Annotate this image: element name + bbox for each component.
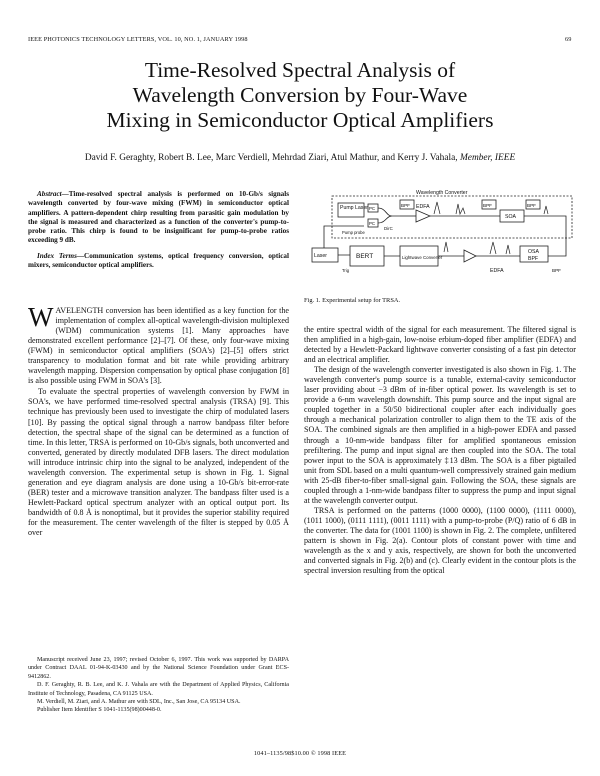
paper-title xyxy=(0,58,600,133)
edfa2-triangle xyxy=(464,250,476,262)
right-column-body xyxy=(304,325,576,576)
bert-label: BERT xyxy=(356,253,374,260)
right-paragraph-3: TRSA is performed on the patterns (1000 0000), (1100 0000), (1111 0000), (1011 1000), (0111 1111), (0011 1111) with a pump-to-probe (P/Q) ratio of 6 dB in the converter. The data for (1001 1100) is shown in Fig. 2. The complete, unfiltered pattern is shown in Fig. 2(a). Contour plots of constant power with time and wavelength as the x and y axis, respectively, are shown for both the unconverted and converted signals in Fig. 2(b) and (c). Clearly evident in the contour plots is the spectral inversion resulting from the optical xyxy=(304,505,576,576)
intro-body xyxy=(28,302,289,538)
laser-label: Laser xyxy=(314,253,327,259)
abstract-text: Time-resolved spectral analysis is performed on 10-Gb/s signals wavelength converted by four-wave mixing (FWM) in semiconductor optical amplifiers. A pattern-dependent chirp resulting from parasitic gain modulation by the signal is measured and characterized as a function of the converter's pump-to-probe ratio. This chirp is found to be insignificant for pump-to-probe ratios exceeding 9 dB. xyxy=(28,190,289,245)
bpf-label: BPF xyxy=(483,203,492,208)
converter-label: Wavelength Converter xyxy=(416,190,468,196)
spectrum-sketch xyxy=(444,242,448,252)
footnote-affiliation-sdl: M. Verdiell, M. Ziari, and A. Mathur are with SDL, Inc., San Jose, CA 95134 USA. xyxy=(37,699,241,706)
title-line: Time-Resolved Spectral Analysis of xyxy=(144,58,456,82)
title-line: Wavelength Conversion by Four-Wave xyxy=(132,83,468,107)
spectrum-sketch xyxy=(456,204,465,214)
page-number: 69 xyxy=(565,36,572,43)
return-fiber xyxy=(438,250,566,256)
spectrum-sketch xyxy=(434,202,440,214)
index-terms-label: Index Terms— xyxy=(37,251,85,260)
pc-label: PC xyxy=(369,206,376,211)
pc-label: PC xyxy=(369,221,376,226)
converter-box xyxy=(332,196,572,238)
authors xyxy=(40,153,560,163)
abstract-label: Abstract— xyxy=(37,190,69,198)
right-paragraph-2: The design of the wavelength converter investigated is also shown in Fig. 1. The wavelength converter's pump source is a tunable, external-cavity semiconductor laser providing about −3 dBm of in-fiber optical power. Its wavelength is set to provide a 6-nm wavelength downshift. This pump source and the input signal are coupled together in a 50/50 bidirectional coupler after each individually goes through a mechanical polarization controller to align them to the TE axis of the SOA. The combined signals are then amplified in a high-power EDFA and passed through a 10-nm-wide bandpass filter for amplified spontaneous emission prefiltering. The pump and input signal are then coupled into the SOA. The total power input to the SOA is approximately ‡13 dBm. The SOA is a fiber pigtailed unit from SDL based on a multi quantum-well compressively strained gain medium with 25-dB fiber-to-fiber small-signal gain. Following the SOA, these signals are coupled through a 1-nm-wide bandpass filter to suppress the pump and input signal at the wavelength converter output. xyxy=(304,365,576,505)
abstract-block xyxy=(28,190,289,276)
osa-bpf-label: BPF xyxy=(528,256,539,262)
spectrum-sketch xyxy=(490,242,496,254)
pump-laser-label: Pump Laser xyxy=(340,205,368,211)
intro-paragraph-2: To evaluate the spectral properties of wavelength conversion by FWM in SOA's, we have performed time-resolved spectral analysis (TRSA) [9]. This technique has previously been used to investigate the chirp of modulated lasers [10]. By passing the optical signal through a narrow bandpass filter before detection, the spectral shape of the signal can be determined as a function of time. In this letter, TRSA is performed on 10-Gb/s signals, both unconverted and converted, generated by directly modulated DFB lasers. The direct modulation will introduce intrinsic chirp into the signal to be analyzed, independent of the wavelength conversion. The experimental setup is shown in Fig. 1. Signal generation and eye diagram analysis are done using a 10-Gb/s bit-error-rate (BER) tester and a microwave transition analyzer. The bandpass filter used is a Hewlett-Packard optical spectrum analyzer with an optical output port. Its bandwidth of 0.8 Å is nonoptimal, but it provides the superior stability required for the measurement. The center wavelength of the filter is stepped by 0.05 Å over xyxy=(28,387,289,538)
journal-header: IEEE PHOTONICS TECHNOLOGY LETTERS, VOL. 10, NO. 1, JANUARY 1998 xyxy=(28,36,248,43)
figure-caption: Fig. 1. Experimental setup for TRSA. xyxy=(304,297,401,304)
fiber-path xyxy=(430,216,566,250)
footnote-publisher-id: Publisher Item Identifier S 1041-1135(98)00448-0. xyxy=(37,707,162,714)
bpf-label: BPF xyxy=(527,203,536,208)
footnote-manuscript: Manuscript received June 23, 1997; revised October 6, 1997. This work was supported by DARPA under Contract DAAL 01-94-K-03430 and by the National Science Foundation under Grant ECS-9412862. xyxy=(28,657,289,680)
lightwave-label: Lightwave Converter xyxy=(402,255,443,260)
dirc-label: DirC xyxy=(384,226,393,231)
right-paragraph-1: the entire spectral width of the signal for each measurement. The filtered signal is then amplified in a high-gain, low-noise erbium-doped fiber amplifier (EDFA) and detected by a Hewlett-Packard lightwave converter consisting of a fast pin detector and an electrical amplifier. xyxy=(304,325,576,365)
soa-label: SOA xyxy=(505,214,516,220)
intro-paragraph-1: AVELENGTH conversion has been identified as a key function for the implementation of complex all-optical wavelength-division multiplexed (WDM) communication systems [1]. Many approaches have demonstrated excellent performance [2]–[7]. Of these, only four-wave mixing (FWM) in semiconductor optical amplifiers (SOA's) [2]–[5] offers strict transparency to modulation format and bit rate while providing arbitrary wavelength mapping. Dispersion compensation by optical phase conjugation [8] is also possible using FWM in SOA's [3]. xyxy=(28,306,289,386)
spectrum-sketch xyxy=(506,245,510,254)
drop-cap: W xyxy=(28,302,54,332)
spectrum-sketch xyxy=(544,206,548,214)
trig-label: Trig xyxy=(342,268,350,273)
coupler-lines xyxy=(378,208,400,223)
copyright-footer: 1041–1135/98$10.00 © 1998 IEEE xyxy=(253,750,347,757)
edfa-label: EDFA xyxy=(416,204,430,210)
setup-diagram xyxy=(304,186,576,282)
footnote-affiliation-caltech: D. F. Geraghty, R. B. Lee, and K. J. Vahala are with the Department of Applied Physics, California Institute of Technology, Pasadena, CA 91125 USA. xyxy=(28,682,289,697)
author-names: David F. Geraghty, Robert B. Lee, Marc Verdiell, Mehrdad Ziari, Atul Mathur, and Kerry J. Vahala, xyxy=(84,153,458,163)
osa-label: OSA xyxy=(528,249,539,255)
footnotes xyxy=(28,656,289,715)
edfa-triangle xyxy=(416,210,430,222)
pump-probe-label: Pump probe xyxy=(342,230,365,235)
author-membership: Member, IEEE xyxy=(459,153,516,163)
title-line: Mixing in Semiconductor Optical Amplifiers xyxy=(106,108,494,132)
bpf-label: BPF xyxy=(552,268,561,273)
bpf-label: BPF xyxy=(401,203,410,208)
figure-1 xyxy=(304,186,576,282)
index-terms-text: Communication systems, optical frequency conversion, optical mixers, semiconductor optical amplifiers. xyxy=(28,251,289,270)
edfa2-label: EDFA xyxy=(490,268,504,274)
